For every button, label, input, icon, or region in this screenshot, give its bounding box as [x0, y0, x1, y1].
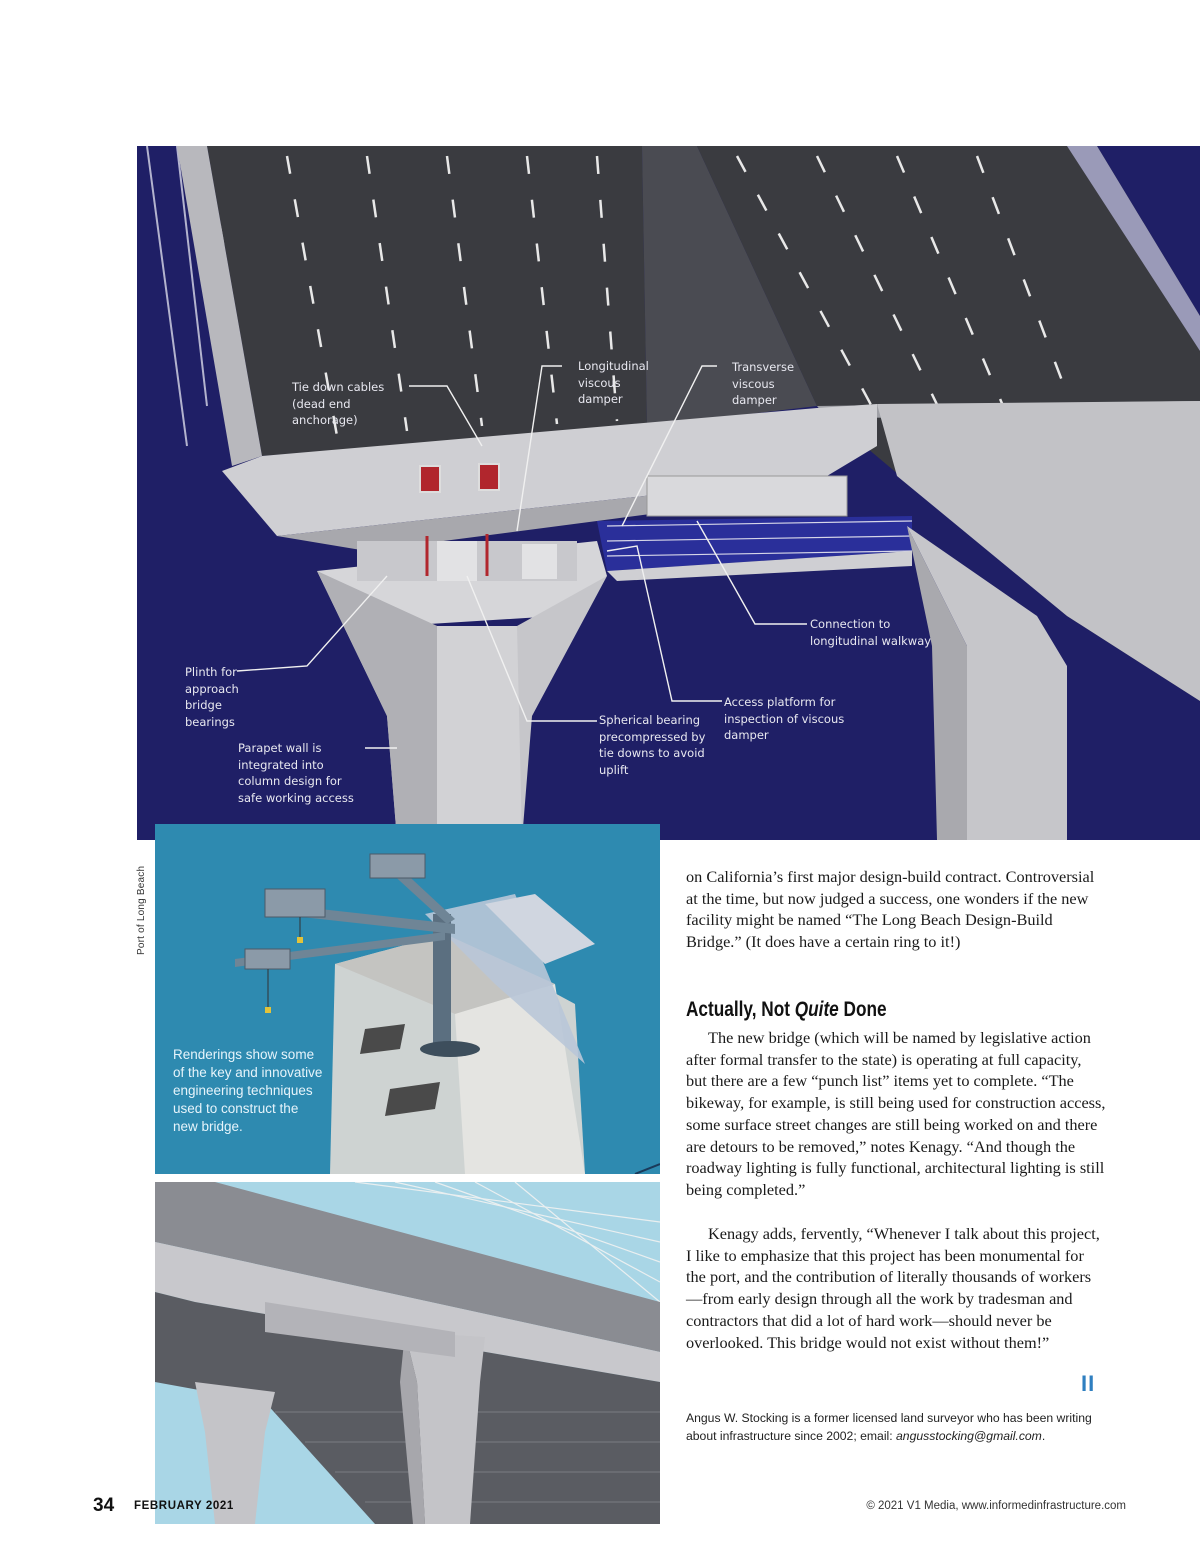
copyright-notice: © 2021 V1 Media, www.informedinfrastructure.com	[866, 1500, 1126, 1512]
article-paragraph	[686, 1027, 1106, 1201]
callout-spherical-bearing: Spherical bearing precompressed by tie downs to avoid uplift	[599, 713, 706, 777]
callout-transverse-damper: Transverse viscous damper	[732, 360, 795, 407]
author-bio-end: .	[1041, 1429, 1046, 1443]
author-email-link[interactable]: angusstocking@gmail.com	[896, 1429, 1042, 1443]
callout-parapet-wall: Parapet wall is integrated into column design for safe working access	[238, 741, 354, 805]
author-bio	[686, 1409, 1106, 1445]
heading-text: Actually, Not	[686, 998, 795, 1021]
callout-tie-down-cables: Tie down cables (dead end anchorage)	[292, 380, 385, 427]
approach-span-rendering	[155, 1182, 660, 1524]
article-paragraph: on California’s first major design-build contract. Controversial at the time, but now judged a success, one wonders if the new facility might be named “The Long Beach Design-Build Bridge.” (It does have a certain ring to it!)	[686, 867, 1095, 952]
callout-walkway-connection: Connection to longitudinal walkway	[810, 617, 932, 648]
author-bio-text: Angus W. Stocking is a former licensed land surveyor who has been writing about infrastructure since 2002; email:	[686, 1411, 1092, 1443]
callout-access-platform: Access platform for inspection of viscous damper	[724, 695, 845, 742]
figure-caption: Renderings show some of the key and innovative engineering techniques used to construct the new bridge.	[173, 1047, 323, 1134]
heading-text-end: Done	[838, 998, 887, 1021]
heading-emphasis: Quite	[794, 998, 839, 1021]
callout-longitudinal-damper: Longitudinal viscous damper	[578, 359, 649, 406]
end-of-article-mark: II	[1081, 1371, 1096, 1396]
bridge-deck-rendering	[137, 146, 1200, 840]
callout-plinth: Plinth for approach bridge bearings	[185, 665, 239, 729]
article-paragraph	[686, 1223, 1106, 1353]
approach-span-illustration	[155, 1182, 660, 1524]
section-heading	[686, 998, 887, 1022]
photo-credit: Port of Long Beach	[136, 865, 147, 955]
issue-date: FEBRUARY 2021	[134, 1500, 234, 1512]
page-number: 34	[93, 1495, 115, 1516]
paragraph-text: The new bridge (which will be named by legislative action after formal transfer to the state) is operating at full capacity, but there are a few “punch list” items yet to complete. “The bikeway, for example, is still being used for construction access, some surface street changes are still being worked on and there are detours to be removed,” notes Kenagy. “And though the roadway lighting is fully functional, architectural lighting is still being completed.”	[686, 1028, 1106, 1199]
paragraph-text: Kenagy adds, fervently, “Whenever I talk about this project, I like to emphasize that this project has been monumental for the port, and the contribution of literally thousands of workers—from early design through all the work by tradesman and contractors that did a lot of hard work—should never be overlooked. This bridge would not exist without them!”	[686, 1224, 1100, 1352]
